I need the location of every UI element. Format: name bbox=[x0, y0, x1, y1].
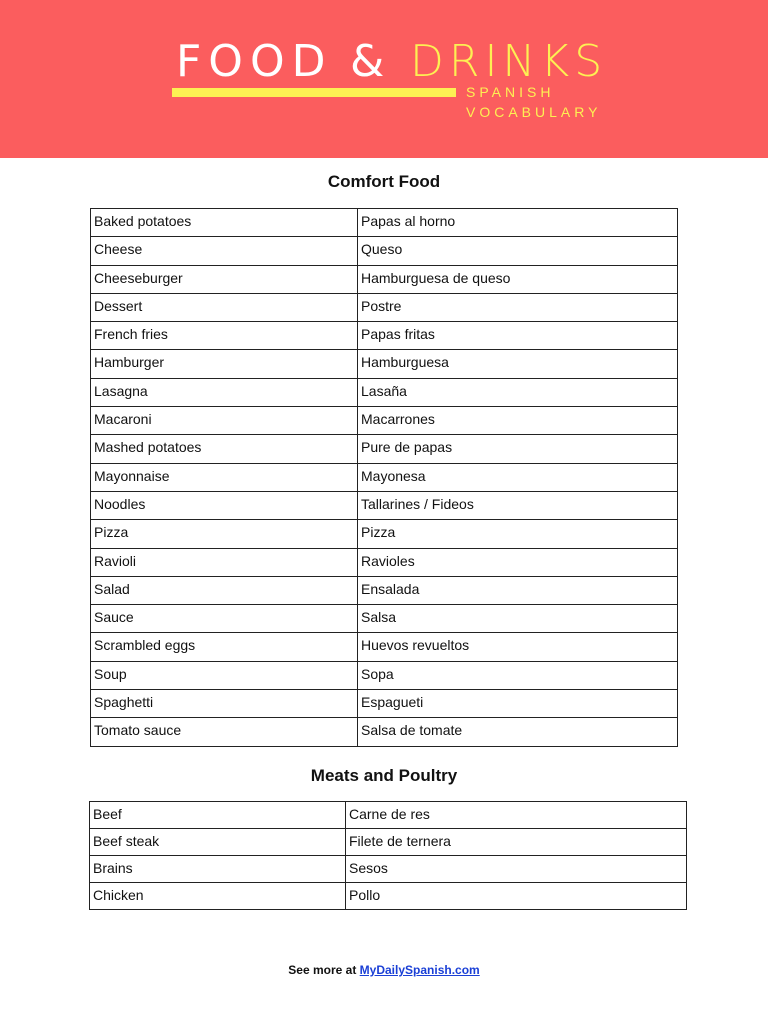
title-drinks: DRINKS bbox=[410, 36, 608, 87]
spanish-term-cell: Carne de res bbox=[346, 802, 687, 829]
spanish-term-cell: Ensalada bbox=[358, 576, 678, 604]
table-row bbox=[91, 463, 678, 491]
table-row bbox=[91, 322, 678, 350]
table-row bbox=[91, 407, 678, 435]
spanish-term-cell: Papas al horno bbox=[358, 209, 678, 237]
table-row bbox=[91, 350, 678, 378]
english-term-cell: Brains bbox=[90, 856, 346, 883]
spanish-term-cell: Ravioles bbox=[358, 548, 678, 576]
vocab-table-meats-poultry bbox=[89, 801, 687, 910]
table-row bbox=[91, 690, 678, 718]
english-term-cell: Cheeseburger bbox=[91, 265, 358, 293]
table-row bbox=[91, 293, 678, 321]
table-row bbox=[90, 829, 687, 856]
spanish-term-cell: Postre bbox=[358, 293, 678, 321]
subtitle-vocabulary: VOCABULARY bbox=[466, 104, 602, 120]
spanish-term-cell: Huevos revueltos bbox=[358, 633, 678, 661]
spanish-term-cell: Filete de ternera bbox=[346, 829, 687, 856]
english-term-cell: Chicken bbox=[90, 883, 346, 910]
header-banner bbox=[0, 0, 768, 158]
spanish-term-cell: Salsa de tomate bbox=[358, 718, 678, 746]
spanish-term-cell: Hamburguesa bbox=[358, 350, 678, 378]
table-row bbox=[91, 548, 678, 576]
spanish-term-cell: Lasaña bbox=[358, 378, 678, 406]
english-term-cell: Ravioli bbox=[91, 548, 358, 576]
table-row bbox=[91, 633, 678, 661]
spanish-term-cell: Queso bbox=[358, 237, 678, 265]
footer-link[interactable]: MyDailySpanish.com bbox=[359, 963, 480, 977]
title-food: FOOD bbox=[176, 36, 333, 87]
english-term-cell: Spaghetti bbox=[91, 690, 358, 718]
spanish-term-cell: Pure de papas bbox=[358, 435, 678, 463]
section-heading-comfort-food: Comfort Food bbox=[327, 172, 441, 191]
table-row bbox=[91, 209, 678, 237]
table-row bbox=[91, 520, 678, 548]
section-heading-meats-poultry: Meats and Poultry bbox=[310, 766, 458, 785]
table-row bbox=[91, 718, 678, 746]
vocab-table-comfort-food bbox=[90, 208, 678, 747]
table-row bbox=[91, 576, 678, 604]
english-term-cell: Scrambled eggs bbox=[91, 633, 358, 661]
english-term-cell: Mayonnaise bbox=[91, 463, 358, 491]
table-row bbox=[91, 237, 678, 265]
spanish-term-cell: Hamburguesa de queso bbox=[358, 265, 678, 293]
english-term-cell: French fries bbox=[91, 322, 358, 350]
spanish-term-cell: Sesos bbox=[346, 856, 687, 883]
spanish-term-cell: Sopa bbox=[358, 661, 678, 689]
spanish-term-cell: Espagueti bbox=[358, 690, 678, 718]
english-term-cell: Hamburger bbox=[91, 350, 358, 378]
table-row bbox=[90, 802, 687, 829]
spanish-term-cell: Mayonesa bbox=[358, 463, 678, 491]
title-ampersand: & bbox=[350, 36, 385, 87]
english-term-cell: Salad bbox=[91, 576, 358, 604]
spanish-term-cell: Pizza bbox=[358, 520, 678, 548]
table-row bbox=[91, 265, 678, 293]
spanish-term-cell: Tallarines / Fideos bbox=[358, 491, 678, 519]
english-term-cell: Dessert bbox=[91, 293, 358, 321]
table-row bbox=[91, 491, 678, 519]
english-term-cell: Mashed potatoes bbox=[91, 435, 358, 463]
english-term-cell: Pizza bbox=[91, 520, 358, 548]
english-term-cell: Soup bbox=[91, 661, 358, 689]
spanish-term-cell: Pollo bbox=[346, 883, 687, 910]
table-row bbox=[90, 856, 687, 883]
title-underline-bar bbox=[172, 88, 456, 97]
english-term-cell: Macaroni bbox=[91, 407, 358, 435]
table-row bbox=[91, 378, 678, 406]
table-row bbox=[91, 435, 678, 463]
spanish-term-cell: Salsa bbox=[358, 605, 678, 633]
table-row bbox=[90, 883, 687, 910]
english-term-cell: Sauce bbox=[91, 605, 358, 633]
english-term-cell: Noodles bbox=[91, 491, 358, 519]
english-term-cell: Lasagna bbox=[91, 378, 358, 406]
english-term-cell: Beef steak bbox=[90, 829, 346, 856]
footer-prefix: See more at bbox=[288, 963, 357, 977]
english-term-cell: Cheese bbox=[91, 237, 358, 265]
english-term-cell: Beef bbox=[90, 802, 346, 829]
footer bbox=[0, 963, 768, 977]
english-term-cell: Tomato sauce bbox=[91, 718, 358, 746]
english-term-cell: Baked potatoes bbox=[91, 209, 358, 237]
spanish-term-cell: Papas fritas bbox=[358, 322, 678, 350]
spanish-term-cell: Macarrones bbox=[358, 407, 678, 435]
table-row bbox=[91, 661, 678, 689]
subtitle-spanish: SPANISH bbox=[466, 84, 555, 100]
table-row bbox=[91, 605, 678, 633]
